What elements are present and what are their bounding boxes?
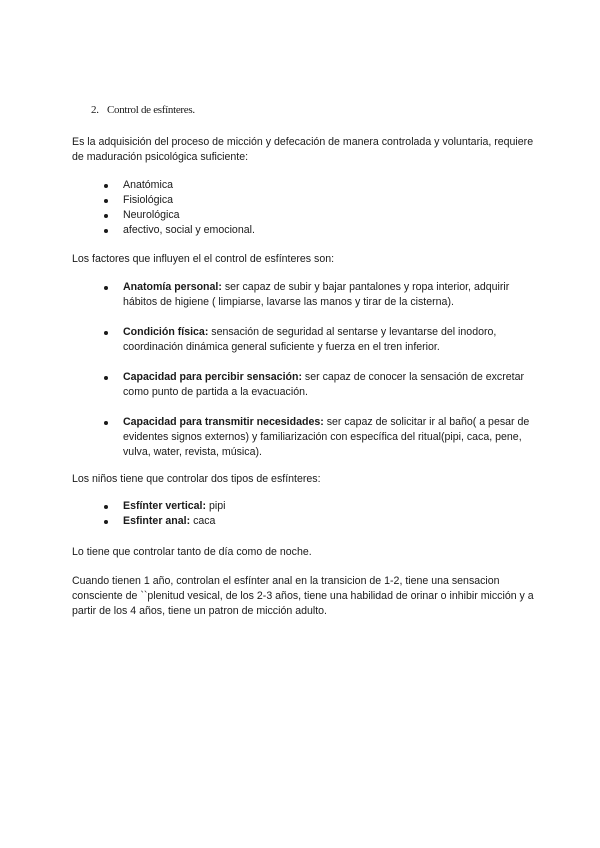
list-item xyxy=(104,514,544,529)
factor-term: Anatomía personal: xyxy=(123,281,222,293)
type-term: Esfínter vertical: xyxy=(123,500,207,512)
factor-term: Condición física: xyxy=(123,326,209,338)
list-item: Neurológica xyxy=(104,208,544,223)
intro-paragraph: Es la adquisición del proceso de micción y defecación de manera controlada y voluntaria, requiere de maduración psicológica suficiente: xyxy=(72,136,534,163)
factor-text: ser capaz de conocer la sensación de excretar como punto de partida a la evacuación. xyxy=(123,371,524,398)
type-text: caca xyxy=(190,515,216,527)
list-item xyxy=(104,280,544,310)
list-item xyxy=(104,370,544,400)
types-intro: Los niños tiene que controlar dos tipos de esfínteres: xyxy=(72,473,321,485)
day-night-paragraph: Lo tiene que controlar tanto de día como de noche. xyxy=(72,546,312,558)
list-item xyxy=(104,499,544,514)
list-item xyxy=(104,325,544,355)
section-title: Control de esfínteres. xyxy=(107,104,195,116)
list-item: Anatómica xyxy=(104,178,544,193)
type-text: pipi xyxy=(206,500,226,512)
factor-text: ser capaz de subir y bajar pantalones y ropa interior, adquirir hábitos de higiene ( limpiarse, lavarse las manos y tirar de la cisterna). xyxy=(123,281,510,308)
requirements-list xyxy=(104,178,544,238)
closing-paragraph: Cuando tienen 1 año, controlan el esfínter anal en la transicion de 1-2, tiene una sensacion consciente de ``plenitud vesical, de los 2-3 años, tiene una habilidad de orinar o inhibir micción y a partir de los 4 años, tiene un patron de micción adulto. xyxy=(72,575,534,617)
types-list xyxy=(104,499,544,529)
factors-intro: Los factores que influyen el el control de esfínteres son: xyxy=(72,253,335,265)
factor-text: ser capaz de solicitar ir al baño( a pesar de evidentes signos externos) y familiarización con específica del ritual(pipi, caca, pene, vulva, water, revista, música). xyxy=(123,416,530,458)
factor-text: sensación de seguridad al sentarse y levantarse del inodoro, coordinación dinámica general suficiente y fuerza en el tren inferior. xyxy=(123,326,497,353)
list-item: afectivo, social y emocional. xyxy=(104,223,544,238)
factors-list xyxy=(104,280,544,475)
list-item xyxy=(104,415,544,460)
factor-term: Capacidad para percibir sensación: xyxy=(123,371,302,383)
factor-term: Capacidad para transmitir necesidades: xyxy=(123,416,324,428)
section-heading xyxy=(91,103,195,118)
section-number: 2. xyxy=(91,104,99,116)
list-item: Fisiológica xyxy=(104,193,544,208)
type-term: Esfinter anal: xyxy=(123,515,191,527)
